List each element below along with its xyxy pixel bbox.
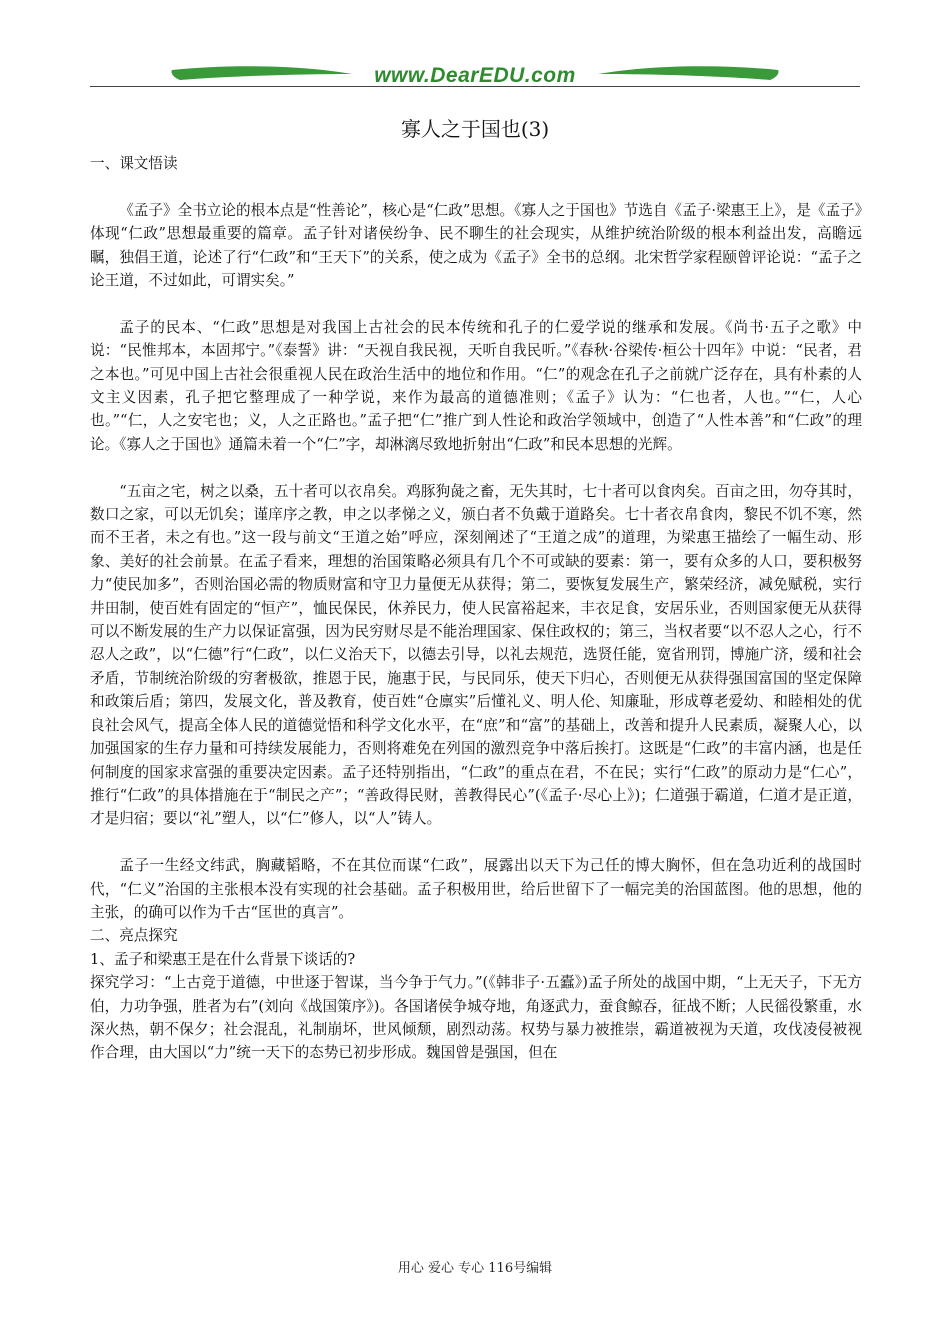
article-body: [90, 152, 862, 1065]
section-heading: 二、亮点探究: [90, 927, 178, 945]
paragraph: 孟子一生经文纬武，胸藏韬略，不在其位而谋“仁政”，展露出以天下为己任的博大胸怀，但在急功近利的战国时代，“仁义”治国的主张根本没有实现的社会基础。孟子积极用世，给后世留下了一幅完美的治国蓝图。他的思想，他的主张，的确可以作为千古“匡世的真言”。: [90, 857, 862, 921]
paragraph: 孟子的民本、“仁政”思想是对我国上古社会的民本传统和孔子的仁爱学说的继承和发展。《尚书·五子之歌》中说：“民惟邦本，本固邦宁。”《泰誓》讲：“天视自我民视，天听自我民听。”《春秋·谷梁传·桓公十四年》中说：“民者，君之本也。”可见中国上古社会很重视人民在政治生活中的地位和作用。“仁”的观念在孔子之前就广泛存在，具有朴素的人文主义因素，孔子把它整理成了一种学说，来作为最高的道德准则；《孟子》认为：“仁也者，人也。”“仁，人心也。”“仁，人之安宅也；义，人之正路也。”孟子把“仁”推广到人性论和政治学领域中，创造了“人性本善”和“仁政”的理论。《寡人之于国也》通篇未着一个“仁”字，却淋漓尽致地折射出“仁政”和民本思想的光辉。: [90, 318, 862, 453]
header-divider: [90, 86, 860, 87]
logo-text: www.DearEDU.com: [374, 64, 576, 87]
page-title: 寡人之于国也(3): [400, 117, 550, 141]
section-heading: 一、课文悟读: [90, 155, 178, 172]
paragraph: “五亩之宅，树之以桑，五十者可以衣帛矣。鸡豚狗彘之畜，无失其时，七十者可以食肉矣。百亩之田，勿夺其时，数口之家，可以无饥矣；谨庠序之教，申之以孝悌之义，颁白者不负戴于道路矣。七十者衣帛食肉，黎民不饥不寒，然而不王者，未之有也。”这一段与前文“王道之始”呼应，深刻阐述了“王道之成”的道理，为梁惠王描绘了一幅生动、形象、美好的社会前景。在孟子看来，理想的治国策略必须具有几个不可或缺的要素：第一，要有众多的人口，要积极努力“使民加多”，否则治国必需的物质财富和守卫力量便无从获得；第二，要恢复发展生产，繁荣经济，减免赋税，实行井田制，使百姓有固定的“恒产”，恤民保民，休养民力，使人民富裕起来，丰衣足食，安居乐业，否则国家便无从获得可以不断发展的生产力以保证富强，因为民穷财尽是不能治理国家、保住政权的；第三，当权者要“以不忍人之心，行不忍人之政”，以“仁德”行“仁政”，以仁义治天下，以德去引导，以礼去规范，选贤任能，宽省刑罚，博施广济，缓和社会矛盾，节制统治阶级的穷奢极欲，推恩于民，施惠于民，与民同乐，使天下归心，否则便无从获得强国富国的坚定保障和政策后盾；第四，发展文化，普及教育，使百姓“仓廪实”后懂礼义、明人伦、知廉耻，形成尊老爱幼、和睦相处的优良社会风气，提高全体人民的道德觉悟和科学文化水平，在“庶”和“富”的基础上，改善和提升人民素质，凝聚人心，以加强国家的生存力量和可持续发展能力，否则将难免在列国的激烈竞争中落后挨打。这既是“仁政”的丰富内涵，也是任何制度的国家求富强的重要决定因素。孟子还特别指出，“仁政”的重点在君，不在民；实行“仁政”的原动力是“仁心”，推行“仁政”的具体措施在于“制民之产”；“善政得民财，善教得民心”(《孟子·尽心上》)；仁道强于霸道，仁道才是正道，才是归宿；要以“礼”塑人，以“仁”修人，以“人”铸人。: [90, 482, 862, 828]
question-heading: 1、孟子和梁惠王是在什么背景下谈话的?: [90, 950, 356, 968]
site-logo-banner: [90, 62, 860, 92]
paragraph: 探究学习：“上古竞于道德，中世逐于智谋，当今争于气力。”(《韩非子·五蠹》)孟子所处的战国中期，“上无天子，下无方伯，力功争强，胜者为右”(刘向《战国策序》)。各国诸侯争城夺地，角逐武力，蚕食鲸吞，征战不断；人民徭役繁重，水深火热，朝不保夕；社会混乱，礼制崩坏，世风倾颓，剧烈动荡。权势与暴力被推崇，霸道被视为天道，攻伐凌侵被视作合理，由大国以“力”统一天下的态势已初步形成。魏国曾是强国，但在: [90, 974, 862, 1062]
paragraph: 《孟子》全书立论的根本点是“性善论”，核心是“仁政”思想。《寡人之于国也》节选自《孟子·梁惠王上》，是《孟子》体现“仁政”思想最重要的篇章。孟子针对诸侯纷争、民不聊生的社会现实，从维护统治阶级的根本利益出发，高瞻远瞩，独倡王道，论述了行“仁政”和“王天下”的关系，使之成为《孟子》全书的总纲。北宋哲学家程颐曾评论说：“孟子之论王道，不过如此，可谓实矣。”: [90, 201, 862, 290]
page-footer: 用心 爱心 专心 116号编辑: [397, 1261, 553, 1276]
